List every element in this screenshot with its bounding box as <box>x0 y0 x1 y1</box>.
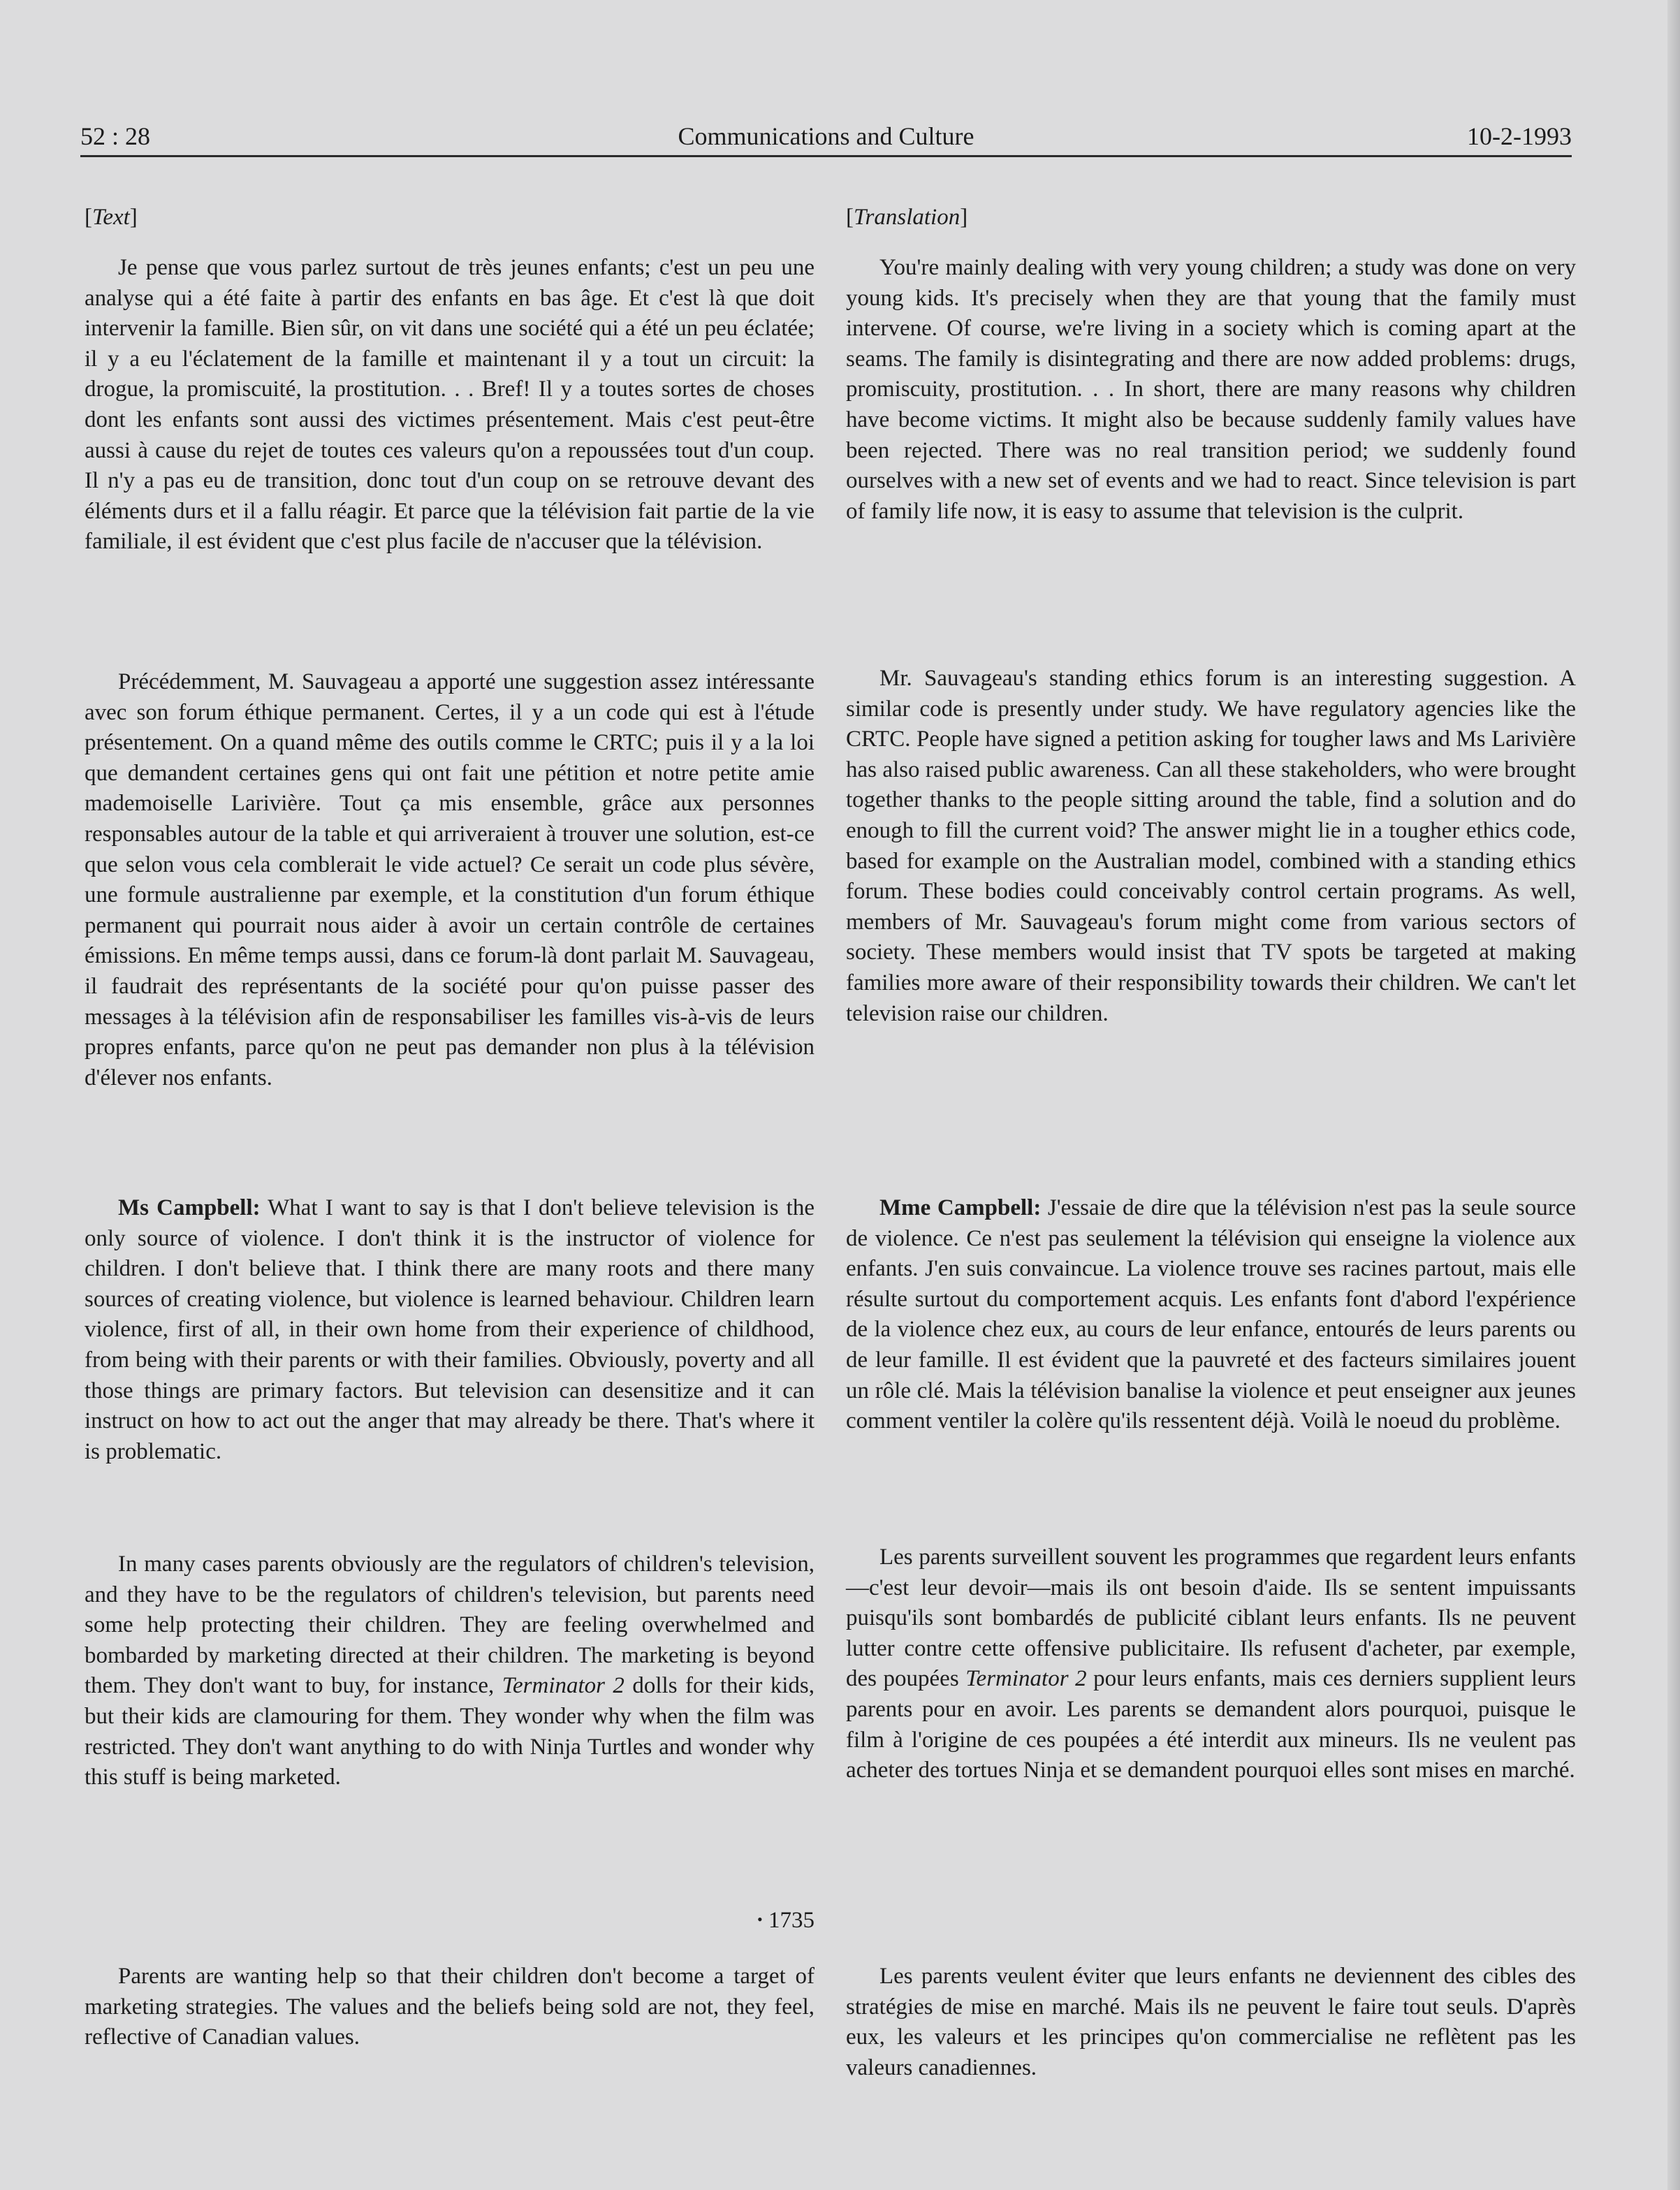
paragraph-2 <box>846 664 1576 1029</box>
italic-title: Terminator 2 <box>965 1666 1087 1692</box>
column-label-text: [Text] <box>85 205 138 230</box>
paragraph-3 <box>85 1193 815 1467</box>
time-marker-value: 1735 <box>768 1908 815 1933</box>
paragraph-5 <box>846 1962 1576 2083</box>
publication-title: Communications and Culture <box>678 122 974 150</box>
speaker-name: Mme Campbell: <box>879 1195 1042 1220</box>
page-number: 52 : 28 <box>80 122 151 150</box>
paragraph-4: Les parents surveillent souvent les programmes que regardent leurs enfants—c'est leur devoir—mais ils ont besoin d'aide. Ils se sentent impuissants puisqu'ils sont bombardés de publicité ciblant leurs enfants. Ils ne peuvent lutter contre cette offensive publicitaire. Ils refusent d'acheter, par exemple, des poupées Terminator 2 pour leurs enfants, mais ces derniers supplient leurs parents pour en avoir. Les parents se demandent alors pourquoi, puisque le film à l'origine de ces poupées a été interdit aux mineurs. Ils ne veulent pas acheter des tortues Ninja et se demandent pourquoi elles sont mises en marché. <box>846 1545 1576 1783</box>
right-column <box>846 203 1576 2080</box>
paragraph-5 <box>85 1962 815 2053</box>
italic-title: Terminator 2 <box>502 1673 624 1699</box>
paragraph-1 <box>85 253 815 557</box>
paragraph-text: You're mainly dealing with very young children; a study was done on very young kids. It's precisely when they are that young that the family must intervene. Of course, we're living in a society which is coming apart at the seams. The family is disintegrating and there are now added problems: drugs, promiscuity, prostitution. . . In short, there are many reasons why children have become victims. It might also be because suddenly family values have been rejected. There was no real transition period; we suddenly found ourselves with a new set of events and we had to react. Since television is part of family life now, it is easy to assume that television is the culprit. <box>846 255 1576 524</box>
header-date: 10-2-1993 <box>1467 122 1572 150</box>
time-marker <box>85 1904 815 1936</box>
page-edge-shadow <box>1667 0 1680 2190</box>
header-rule <box>80 155 1572 157</box>
paragraph-text: Précédemment, M. Sauvageau a apporté une suggestion assez intéressante avec son forum éthique permanent. Certes, il y a un code qui est à l'étude présentement. On a quand même des outils comme le CRTC; puis il y a la loi que demandent certaines gens qui ont fait une pétition et notre petite amie mademoiselle Larivière. Tout ça mis ensemble, grâce aux personnes responsables autour de la table et qui arriveraient à trouver une solution, est-ce que selon vous cela comblerait le vide actuel? Ce serait un code plus sévère, une formule australienne par exemple, et la constitution d'un forum éthique permanent qui pourrait nous aider à avoir un certain contrôle de certaines émissions. En même temps aussi, dans ce forum-là dont parlait M. Sauvageau, il faudrait des représentants de la société pour qu'on puisse passer des messages à la télévision afin de responsabiliser les familles vis-à-vis de leurs propres enfants, parce qu'on ne peut pas demander non plus à la télévision d'élever nos enfants. <box>85 669 815 1090</box>
paragraph-2 <box>85 667 815 1093</box>
paragraph-text: Je pense que vous parlez surtout de très jeunes enfants; c'est un peu une analyse qui a été faite à partir des enfants en bas âge. Et c'est là que doit intervenir la famille. Bien sûr, on vit dans une société qui a été un peu éclatée; il y a eu l'éclatement de la famille et maintenant il y a tout un circuit: la drogue, la promiscuité, la prostitution. . . Bref! Il y a toutes sortes de choses dont les enfants sont aussi des victimes présentement. Mais c'est peut-être aussi à cause du rejet de toutes ces valeurs qu'on a repoussées tout d'un coup. Il n'y a pas eu de transition, donc tout d'un coup on se retrouve devant des éléments durs et il a fallu réagir. Et parce que la télévision fait partie de la vie familiale, il est évident que c'est plus facile de n'accuser que la télévision. <box>85 255 815 555</box>
paragraph-text: Parents are wanting help so that their children don't become a target of marketing strategies. The values and the beliefs being sold are not, they feel, reflective of Canadian values. <box>85 1964 815 2050</box>
speaker-name: Ms Campbell: <box>118 1195 261 1220</box>
paragraph-1 <box>846 253 1576 527</box>
paragraph-text: Mr. Sauvageau's standing ethics forum is an interesting suggestion. A similar code is presently under study. We have regulatory agencies like the CRTC. People have signed a petition asking for tougher laws and Ms Larivière has also raised public awareness. Can all these stakeholders, who were brought together thanks to the people sitting around the table, find a solution and do enough to fill the current void? The answer might lie in a tougher ethics code, based for example on the Australian model, combined with a standing ethics forum. These bodies could conceivably control certain programs. As well, members of Mr. Sauvageau's forum might come from various sectors of society. These members would insist that TV spots be targeted at making families more aware of their responsibility towards their children. We can't let television raise our children. <box>846 666 1576 1026</box>
left-column <box>85 203 815 2050</box>
bullet-icon: • <box>757 1911 763 1928</box>
paragraph-text: J'essaie de dire que la télévision n'est pas la seule source de violence. Ce n'est pas seulement la télévision qui enseigne la violence aux enfants. J'en suis convaincue. La violence trouve ses racines partout, mais elle résulte surtout du comportement acquis. Les enfants font d'abord l'expérience de la violence chez eux, au cours de leur enfance, entourés de leurs parents ou de leur famille. Il est évident que la pauvreté et des facteurs similaires jouent un rôle clé. Mais la télévision banalise la violence et peut enseigner aux jeunes comment ventiler la colère qu'ils ressentent déjà. Voilà le noeud du problème. <box>846 1195 1576 1434</box>
paragraph-text: Les parents veulent éviter que leurs enfants ne deviennent des cibles des stratégies de mise en marché. Mais ils ne peuvent le faire tout seuls. D'après eux, les valeurs et les principes qu'on commercialise ne reflètent pas les valeurs canadiennes. <box>846 1964 1576 2080</box>
paragraph-4: In many cases parents obviously are the regulators of children's television, and they have to be the regulators of children's television, but parents need some help protecting their children. They are feeling overwhelmed and bombarded by marketing directed at their children. The marketing is beyond them. They don't want to buy, for instance, Terminator 2 dolls for their kids, but their kids are clamouring for them. They wonder why when the film was restricted. They don't want anything to do with Ninja Turtles and wonder why this stuff is being marketed. <box>85 1552 815 1790</box>
column-label-translation: [Translation] <box>846 205 968 230</box>
paragraph-text: What I want to say is that I don't believe television is the only source of violence. I don't think it is the instructor of violence for children. I don't believe that. I think there are many roots and there many sources of creating violence, but violence is learned behaviour. Children learn violence, first of all, in their own home from their experience of childhood, from being with their parents or with their families. Obviously, poverty and all those things are primary factors. But television can desensitize and it can instruct on how to act out the anger that may already be there. That's where it is problematic. <box>85 1195 815 1464</box>
page-header <box>80 119 1572 158</box>
paragraph-3 <box>846 1193 1576 1437</box>
